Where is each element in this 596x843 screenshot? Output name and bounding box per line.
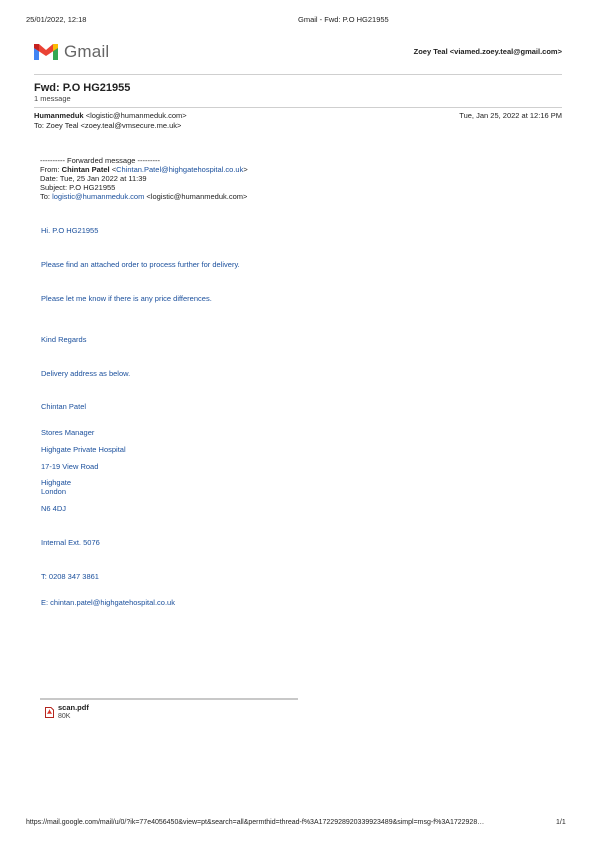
gmail-logo-text: Gmail [64,42,110,61]
print-datetime: 25/01/2022, 12:18 [26,15,87,24]
forwarded-to-label: To: [40,192,53,201]
attachment-size: 80K [58,713,71,720]
message-to: To: Zoey Teal <zoey.teal@vmsecure.me.uk> [34,121,182,130]
signature-name: Chintan Patel [41,402,87,411]
signature-hospital: Highgate Private Hospital [41,445,126,454]
attachment-filename[interactable]: scan.pdf [58,703,89,712]
header-divider [34,74,562,75]
gmail-m-icon [34,42,58,60]
internal-extension: Internal Ext. 5076 [41,538,100,547]
body-regards: Kind Regards [41,335,87,344]
pdf-icon[interactable] [45,705,54,716]
email-label: E: [41,598,51,607]
message-sender [34,111,187,120]
sender-name: Humanmeduk [34,111,84,120]
forwarded-date: Date: Tue, 25 Jan 2022 at 11:39 [40,174,147,183]
signature-title: Stores Manager [41,428,95,437]
sender-email: <logistic@humanmeduk.com> [85,111,187,120]
forwarded-from-email-link[interactable]: Chintan.Patel@highgatehospital.co.uk [116,165,244,174]
phone-number: T: 0208 347 3861 [41,572,99,581]
forwarded-from-open: < [109,165,117,174]
forwarded-to-email-link[interactable]: logistic@humanmeduk.com [52,192,145,201]
body-delivery: Delivery address as below. [41,369,131,378]
message-count: 1 message [34,94,71,103]
address-city: London [41,487,67,496]
attachment-divider [40,698,298,700]
gmail-logo [34,42,124,64]
forwarded-to-rest: <logistic@humanmeduk.com> [144,192,248,201]
print-page-title: Gmail - Fwd: P.O HG21955 [298,15,389,24]
address-postcode: N6 4DJ [41,504,67,513]
thread-subject: Fwd: P.O HG21955 [34,82,131,94]
account-identity: Zoey Teal <viamed.zoey.teal@gmail.com> [413,47,562,56]
forwarded-from-label: From: [40,165,62,174]
forwarded-subject: Subject: P.O HG21955 [40,183,116,192]
print-url: https://mail.google.com/mail/u/0/?ik=77e4056450&view=pt&search=all&permthid=thread-f%3A1722928920339923489&simpl=msg-f%3A1722928… [26,819,485,826]
forwarded-divider: ---------- Forwarded message --------- [40,156,160,165]
thread-divider [34,107,562,108]
address-area: Highgate [41,478,72,487]
forwarded-to [40,192,247,201]
email-link[interactable]: chintan.patel@highgatehospital.co.uk [50,598,175,607]
body-line-order: Please find an attached order to process further for delivery. [41,260,240,269]
email-line [41,598,175,607]
forwarded-from-close: > [243,165,248,174]
forwarded-from [40,165,248,174]
body-line-price: Please let me know if there is any price differences. [41,294,212,303]
message-timestamp: Tue, Jan 25, 2022 at 12:16 PM [459,111,562,120]
body-greeting: Hi. P.O HG21955 [41,226,99,235]
address-street: 17-19 View Road [41,462,99,471]
print-page-number: 1/1 [556,819,566,826]
forwarded-from-name: Chintan Patel [61,165,110,174]
